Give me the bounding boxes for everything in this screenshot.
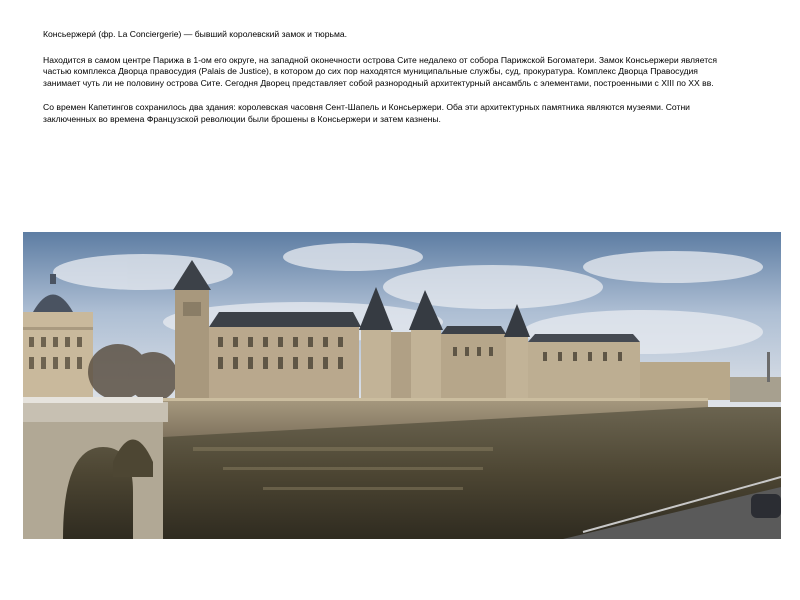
conciergerie-panorama-photo — [23, 232, 781, 539]
article-title: Консьержери́ (фр. La Conciergerie) — бывший королевский замок и тюрьма. — [43, 29, 348, 39]
car — [751, 494, 781, 518]
article-text — [43, 29, 733, 139]
article-paragraph-1: Находится в самом центре Парижа в 1-ом его округе, на западной оконечности острова Сите недалеко от собора Парижской Богоматери. Замок Консьержери является частью комплекса Дворца правосудия (Palais de Justice), в котором до сих пор находятся муниципальные службы, суд, прокуратура. Комплекс Дворца Правосудия занимает чуть ли не половину острова Сите. Сегодня Дворец представляет собой разнородный архитектурный ансамбль с элементами, построенными с XIII по XX вв. — [43, 54, 717, 88]
article-paragraph-2: Со времен Капетингов сохранилось два здания: королевская часовня Сент-Шапель и Консьержери. Оба эти архитектурных памятника являются музеями. Сотни заключенных во времена Французской революции были брошены в Консьержери и затем казнены. — [43, 102, 690, 124]
